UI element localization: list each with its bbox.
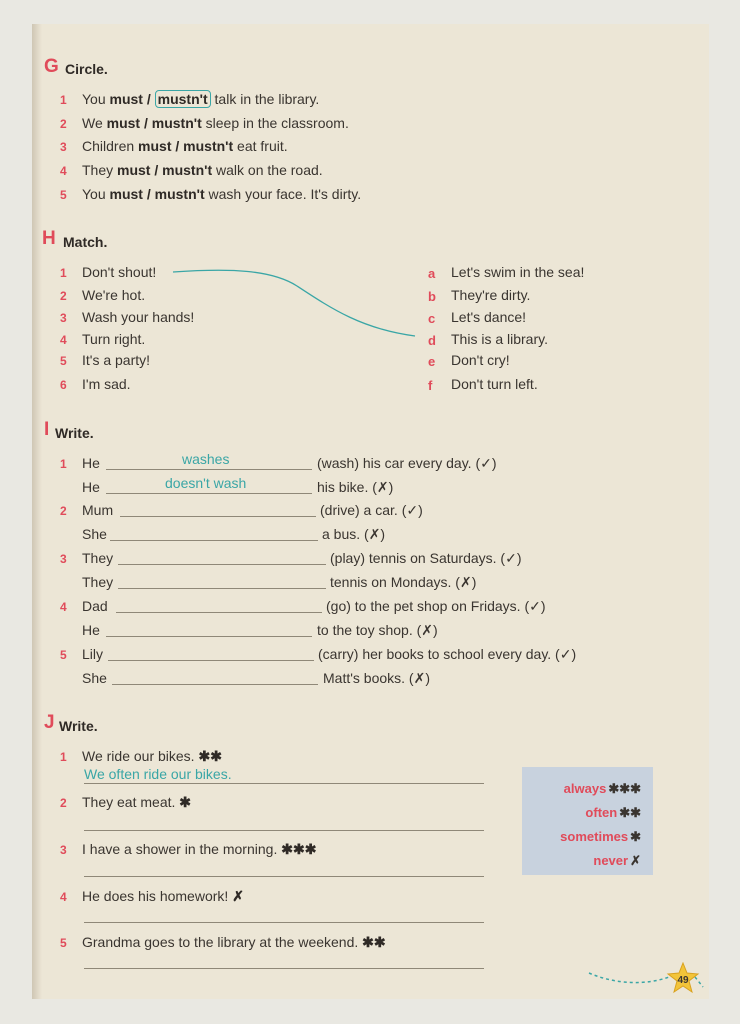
item-number: 1	[60, 457, 67, 471]
item-number: 6	[60, 378, 67, 392]
frequency-key-box	[522, 767, 653, 875]
item-number: 5	[60, 936, 67, 950]
frequency-word: always	[563, 781, 607, 796]
answer-line[interactable]	[110, 540, 318, 541]
item-number: 1	[60, 93, 67, 107]
answer-line[interactable]	[118, 564, 326, 565]
h-left-item-6[interactable]: I'm sad.	[82, 376, 131, 392]
option-mustnt[interactable]: mustn't	[154, 186, 205, 202]
h-left-item-1[interactable]: Don't shout!	[82, 264, 157, 280]
page-number: 49	[677, 975, 689, 986]
item-number: 1	[60, 266, 67, 280]
section-h-letter: H	[42, 228, 56, 249]
row-prompt: (go) to the pet shop on Fridays. (✓)	[326, 598, 546, 614]
h-left-item-5[interactable]: It's a party!	[82, 352, 151, 368]
option-separator: /	[142, 186, 155, 202]
prompt-text: Grandma goes to the library at the weekend.	[82, 934, 359, 950]
frequency-often	[585, 805, 641, 821]
option-separator: /	[142, 91, 155, 107]
sentence-end: sleep in the classroom.	[201, 115, 349, 131]
option-separator: /	[150, 162, 163, 178]
section-g-title: Circle.	[65, 61, 108, 77]
frequency-word: sometimes	[560, 829, 629, 844]
row-subject: They	[82, 574, 114, 590]
row-prompt: (play) tennis on Saturdays. (✓)	[330, 550, 522, 566]
written-answer: We often ride our bikes.	[84, 766, 232, 782]
row-prompt: Matt's books. (✗)	[323, 670, 430, 686]
item-letter: c	[428, 311, 436, 326]
h-left-item-3[interactable]: Wash your hands!	[82, 309, 195, 325]
row-subject: He	[82, 479, 100, 495]
row-subject: They	[82, 550, 114, 566]
section-j-title: Write.	[59, 718, 98, 734]
frequency-always	[564, 781, 641, 797]
row-prompt: (wash) his car every day. (✓)	[317, 455, 497, 471]
frequency-stars: ✗	[232, 888, 244, 904]
frequency-stars: ✱✱	[198, 748, 222, 764]
prompt-text: We ride our bikes.	[82, 748, 195, 764]
h-right-item-c[interactable]: Let's dance!	[451, 309, 527, 325]
row-subject: Mum	[82, 502, 114, 518]
row-prompt: tennis on Mondays. (✗)	[330, 574, 477, 590]
prompt-text: I have a shower in the morning.	[82, 841, 278, 857]
sentence-end: talk in the library.	[210, 91, 320, 107]
frequency-stars: ✱✱✱	[608, 781, 641, 796]
option-must[interactable]: must	[117, 162, 151, 178]
answer-line[interactable]	[116, 612, 322, 613]
item-number: 3	[60, 140, 67, 154]
h-right-item-f[interactable]: Don't turn left.	[451, 376, 538, 392]
frequency-stars: ✱	[179, 794, 192, 810]
h-left-item-4[interactable]: Turn right.	[82, 331, 146, 347]
frequency-stars: ✱✱	[619, 805, 641, 820]
sentence-start: Children	[82, 138, 139, 154]
h-left-item-2[interactable]: We're hot.	[82, 287, 146, 303]
option-must[interactable]: must	[106, 115, 141, 131]
option-mustnt-circled[interactable]: mustn't	[155, 90, 211, 108]
answer-line[interactable]	[84, 922, 484, 923]
answer-line[interactable]	[84, 876, 484, 877]
item-number: 5	[60, 354, 67, 368]
item-number: 1	[60, 750, 67, 764]
row-prompt: his bike. (✗)	[317, 479, 394, 495]
row-prompt: (carry) her books to school every day. (✓)	[318, 646, 577, 662]
j-prompt	[82, 841, 316, 858]
prompt-text: He does his homework!	[82, 888, 229, 904]
item-number: 2	[60, 289, 67, 303]
j-prompt	[82, 934, 386, 951]
item-letter: f	[428, 378, 433, 393]
item-number: 4	[60, 600, 67, 614]
item-number: 4	[60, 333, 67, 347]
frequency-word: never	[593, 853, 629, 868]
h-right-item-e[interactable]: Don't cry!	[451, 352, 510, 368]
option-must[interactable]: must	[109, 91, 143, 107]
written-answer: doesn't wash	[165, 475, 247, 491]
section-j-letter: J	[44, 712, 55, 733]
h-right-item-b[interactable]: They're dirty.	[451, 287, 531, 303]
row-subject: He	[82, 455, 100, 471]
option-must[interactable]: must	[138, 138, 172, 154]
section-i-title: Write.	[55, 425, 94, 441]
frequency-stars: ✗	[630, 853, 641, 868]
frequency-never	[593, 853, 641, 869]
row-subject: She	[82, 670, 107, 686]
item-number: 3	[60, 552, 67, 566]
frequency-word: often	[585, 805, 618, 820]
item-letter: e	[428, 354, 436, 369]
option-mustnt[interactable]: mustn't	[151, 115, 202, 131]
j-prompt	[82, 748, 222, 765]
sentence-end: walk on the road.	[212, 162, 323, 178]
option-mustnt[interactable]: mustn't	[162, 162, 213, 178]
item-number: 2	[60, 504, 67, 518]
frequency-stars: ✱✱✱	[281, 841, 317, 857]
answer-line[interactable]	[112, 684, 318, 685]
item-number: 2	[60, 796, 67, 810]
j-prompt	[82, 794, 191, 811]
item-letter: a	[428, 266, 436, 281]
row-subject: He	[82, 622, 100, 638]
section-h-title: Match.	[63, 234, 108, 250]
sentence-end: eat fruit.	[233, 138, 288, 154]
h-right-item-a[interactable]: Let's swim in the sea!	[451, 264, 585, 280]
option-separator: /	[140, 115, 152, 131]
answer-line[interactable]	[120, 516, 316, 517]
answer-line[interactable]	[84, 830, 484, 831]
section-g-letter: G	[44, 56, 59, 77]
answer-line[interactable]	[106, 469, 312, 470]
row-prompt: (drive) a car. (✓)	[320, 502, 423, 518]
item-number: 5	[60, 648, 67, 662]
answer-line[interactable]	[106, 493, 312, 494]
frequency-stars: ✱✱	[362, 934, 386, 950]
item-number: 4	[60, 890, 67, 904]
answer-line[interactable]	[106, 636, 312, 637]
prompt-text: They eat meat.	[82, 794, 176, 810]
sentence-start: They	[82, 162, 118, 178]
sentence-start: We	[82, 115, 107, 131]
frequency-stars: ✱	[630, 829, 641, 844]
sentence-end: wash your face. It's dirty.	[204, 186, 362, 202]
row-prompt: to the toy shop. (✗)	[317, 622, 438, 638]
item-letter: d	[428, 333, 436, 348]
item-letter: b	[428, 289, 436, 304]
item-number: 5	[60, 188, 67, 202]
answer-line[interactable]	[84, 968, 484, 969]
row-subject: Lily	[82, 646, 104, 662]
answer-line[interactable]	[108, 660, 314, 661]
written-answer: washes	[182, 451, 230, 467]
j-prompt	[82, 888, 244, 905]
section-i-letter: I	[44, 419, 50, 440]
answer-line[interactable]	[118, 588, 326, 589]
row-prompt: a bus. (✗)	[322, 526, 386, 542]
sentence-start: You	[82, 91, 110, 107]
row-subject: Dad	[82, 598, 108, 614]
option-mustnt[interactable]: mustn't	[183, 138, 234, 154]
item-number: 4	[60, 164, 67, 178]
h-right-item-d[interactable]: This is a library.	[451, 331, 548, 347]
item-number: 2	[60, 117, 67, 131]
option-must[interactable]: must	[109, 186, 143, 202]
item-number: 3	[60, 843, 67, 857]
workbook-page	[32, 24, 709, 999]
frequency-sometimes	[560, 829, 641, 845]
sentence-start: You	[82, 186, 110, 202]
item-number: 3	[60, 311, 67, 325]
answer-line[interactable]	[84, 783, 484, 784]
option-separator: /	[171, 138, 184, 154]
row-subject: She	[82, 526, 107, 542]
